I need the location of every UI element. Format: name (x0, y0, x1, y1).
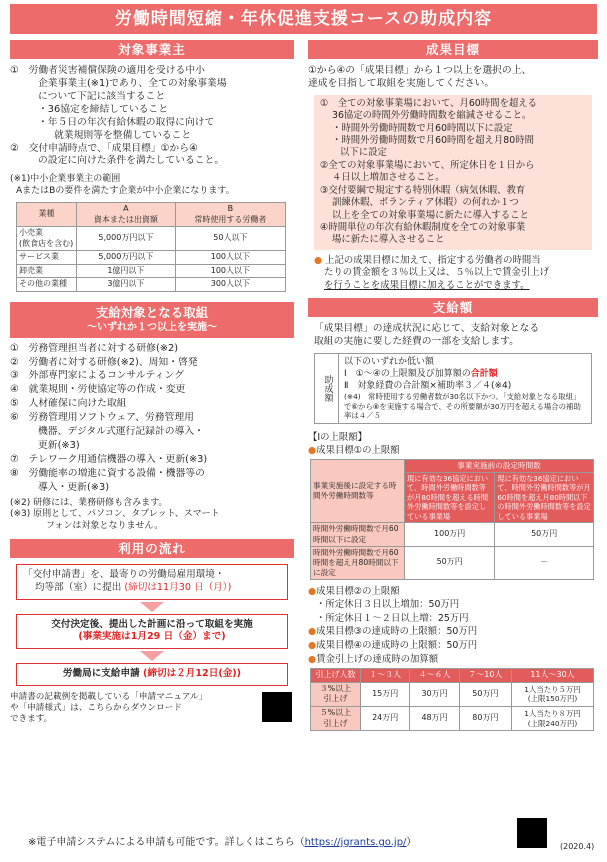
table-row: 小売業 (飲食店を含む) 5,000万円以下 50人以下 (17, 227, 286, 251)
qr-code-icon[interactable] (517, 818, 547, 848)
note3a: (※3) 原則として、パソコン、タブレット、スマート (10, 509, 220, 520)
table-row: その他の業種 3億円以下 300人以下 (17, 278, 286, 292)
flow-step-3: 労働局に支給申請 (締切は２月12日(金)) (16, 663, 288, 686)
measures-list (10, 342, 294, 495)
flow-header: 利用の流れ (10, 539, 294, 558)
wage-table: 引上げ人数 １～３人 ４～６人 ７～10人 11人～30人 ３%以上 引上げ 15万円 30万円 50万円 1人当たり５万円 (上限150万円) ５%以上 引上げ 24万円 48万円 80万円 1人当たり８万円 (上限240万円) (310, 668, 594, 731)
target-1c: について下記に該当すること (38, 90, 166, 102)
table-row: 卸売業 1億円以下 100人以下 (17, 264, 286, 278)
table-row: ５%以上 引上げ 24万円 48万円 80万円 1人当たり８万円 (上限240万円) (311, 706, 594, 730)
note2: (※2) 研修には、業務研修も含みます。 (10, 497, 168, 508)
amount-box (314, 353, 592, 424)
goal-header: 成果目標 (308, 40, 598, 59)
measure-6c: 更新(※3) (38, 439, 80, 451)
measure-8a: ⑧ 労働能率の増進に資する設備・機器等の (10, 467, 205, 479)
goal-intro: ①から④の「成果目標」から１つ以上を選択の上、 達成を目指して取組を実施してください。 (308, 65, 532, 89)
table-row: ３%以上 引上げ 15万円 30万円 50万円 1人当たり５万円 (上限150万円) (311, 682, 594, 706)
limit-section: 【Ⅰの上限額】 ●成果目標①の上限額 (308, 432, 598, 457)
flow-step-1: 「交付申請書」を、最寄りの労働局雇用環境・ 均等部（室）に提出 (締切は11月30 日（月）) (16, 564, 288, 599)
download-note: 申請書の記載例を掲載している「申請マニュアル」 や「申請様式」は、こちらからダウンロード できます。 (10, 692, 294, 726)
target-2a: ② 交付申請時点で、「成果目標」①から④ (10, 142, 198, 154)
target-2b: の設定に向けた条件を満たしていること。 (38, 155, 225, 167)
flow-arrow-icon (140, 602, 164, 612)
target-1e: ・年５日の年次有給休暇の取得に向けて (38, 116, 215, 128)
measure-5: ⑤ 人材確保に向けた取組 (10, 398, 127, 410)
date-label: (2020.4) (560, 842, 595, 851)
target-1f: 就業規則等を整備していること (54, 129, 192, 141)
table-row: 時間外労働時間数で月60時間以下に設定 100万円 50万円 (311, 523, 594, 546)
amount-box-label: 助成額 (315, 354, 339, 423)
qr-code-icon[interactable] (262, 692, 292, 722)
limit-table: 事業実施後に設定する時間外労働時間数等 事業実施前の設定時間数 現に有効な36協定において、時間外労働時間数等が月80時間を超える時間外労働時間数等を設定している事業場 現に有効な36協定において、時間外労働時間数等が月60時間を超え月80時間以下の時間外労働時間数等を設定している事業場 時間外労働時間数で月60時間以下に設定 100万円 50万円 時間外労働時間数で月60時間を超え月80時間以下に設定 50万円 － (310, 459, 594, 580)
other-limits: ●成果目標②の上限額 ・所定休日３日以上増加：50万円 ・所定休日１～２日以上増：25万円 ●成果目標③の達成時の上限額：50万円 ●成果目標④の達成時の上限額：50万円 ●賃金引上げの達成時の加算額 (308, 585, 478, 665)
page-title: 労働時間短縮・年休促進支援コースの助成内容 (10, 4, 597, 34)
target-header: 対象事業主 (10, 40, 294, 59)
measure-1: ① 労務管理担当者に対する研修(※2) (10, 342, 179, 354)
target-1d: ・36協定を締結していること (38, 103, 169, 115)
measure-7: ⑦ テレワーク用通信機器の導入・更新(※3) (10, 453, 208, 465)
right-column (308, 40, 598, 731)
sme-th-industry: 業種 (17, 203, 77, 227)
amount-box-body: 以下のいずれか低い額 Ⅰ ①～④の上限額及び加算額の合計額 Ⅱ 対象経費の合計額×補助率３／４(※4) (※4) 常時使用する労働者数が30名以下かつ、「支給対象となる取組」で⑥から⑧を実施する場合で、その所要額が30万円を超える場合の補助率は４／５ (344, 356, 581, 420)
measure-4: ④ 就業規則・労使協定等の作成・変更 (10, 384, 186, 396)
note1 (10, 174, 294, 198)
measures-header: 支給対象となる取組 ～いずれか１つ以上を実施～ (10, 302, 294, 338)
note3b: フォンは対象となりません。 (46, 521, 164, 532)
sme-th-a: A 資本または出資額 (77, 203, 176, 227)
table-row: サービス業 5,000万円以下 100人以下 (17, 251, 286, 265)
measure-3: ③ 外部専門家によるコンサルティング (10, 370, 184, 382)
sme-th-b: B 常時使用する労働者 (175, 203, 285, 227)
limit-title: 【Ⅰの上限額】 (308, 432, 368, 444)
measure-6b: 機器、デジタル式運行記録計の導入・ (38, 426, 204, 438)
goal-box: ① 全ての対象事業場において、月60時間を超える 36協定の時間外労働時間数を縮減させること。 ・時間外労働時間数で月60時間以下に設定 ・時間外労働時間数で月60時間を超え月80時間 以下に設定 ②全ての対象事業場において、所定休日を１日から ４日以上増加させること。 ③交付要綱で規定する特別休暇（病気休暇、教育 訓練休暇、ボランティア休暇）の何れか１つ 以上を全ての対象事業場に新たに導入すること ④時間単位の年次有給休暇制度を全ての対象事業 場に新たに導入させること (314, 95, 592, 250)
note1-body: AまたはBの要件を満たす企業が中小企業になります。 (16, 186, 235, 197)
target-1b: 企業事業主(※1)であり、全ての対象事業場 (38, 77, 227, 89)
table-row: 時間外労働時間数で月60時間を超え月80時間以下に設定 50万円 － (311, 546, 594, 579)
amount-header: 支給額 (308, 298, 598, 317)
note1-title: (※1)中小企業事業主の範囲 (10, 174, 121, 185)
footer-note: ※電子申請システムによる申請も可能です。詳しくはこちら（https://jgrants.go.jp/） (28, 837, 417, 848)
jgrants-link[interactable]: https://jgrants.go.jp/ (304, 837, 407, 848)
flow-arrow-icon (140, 651, 164, 661)
measure-6a: ⑥ 労務管理用ソフトウェア、労務管理用 (10, 412, 194, 424)
target-1a: ① 労働者災害補償保険の適用を受ける中小 (10, 65, 205, 76)
sme-table (16, 202, 286, 292)
target-section (10, 65, 294, 168)
measure-notes (10, 498, 294, 534)
bonus-note: ● 上記の成果目標に加えて、指定する労働者の時間当 たりの賃金額を３％以上又は、５％以上で賃金引上げ を行うことを成果目標に加えることができます。 (314, 254, 550, 291)
flow-step-2: 交付決定後、提出した計画に沿って取組を実施 (事業実施は1月29 日（金）まで) (16, 614, 288, 649)
amount-intro: 「成果目標」の達成状況に応じて、支給対象となる 取組の実施に要した経費の一部を支給します。 (314, 322, 540, 347)
measure-2: ② 労働者に対する研修(※2)、周知・啓発 (10, 356, 198, 368)
measure-8b: 導入・更新(※3) (38, 481, 110, 493)
left-column (10, 40, 294, 726)
